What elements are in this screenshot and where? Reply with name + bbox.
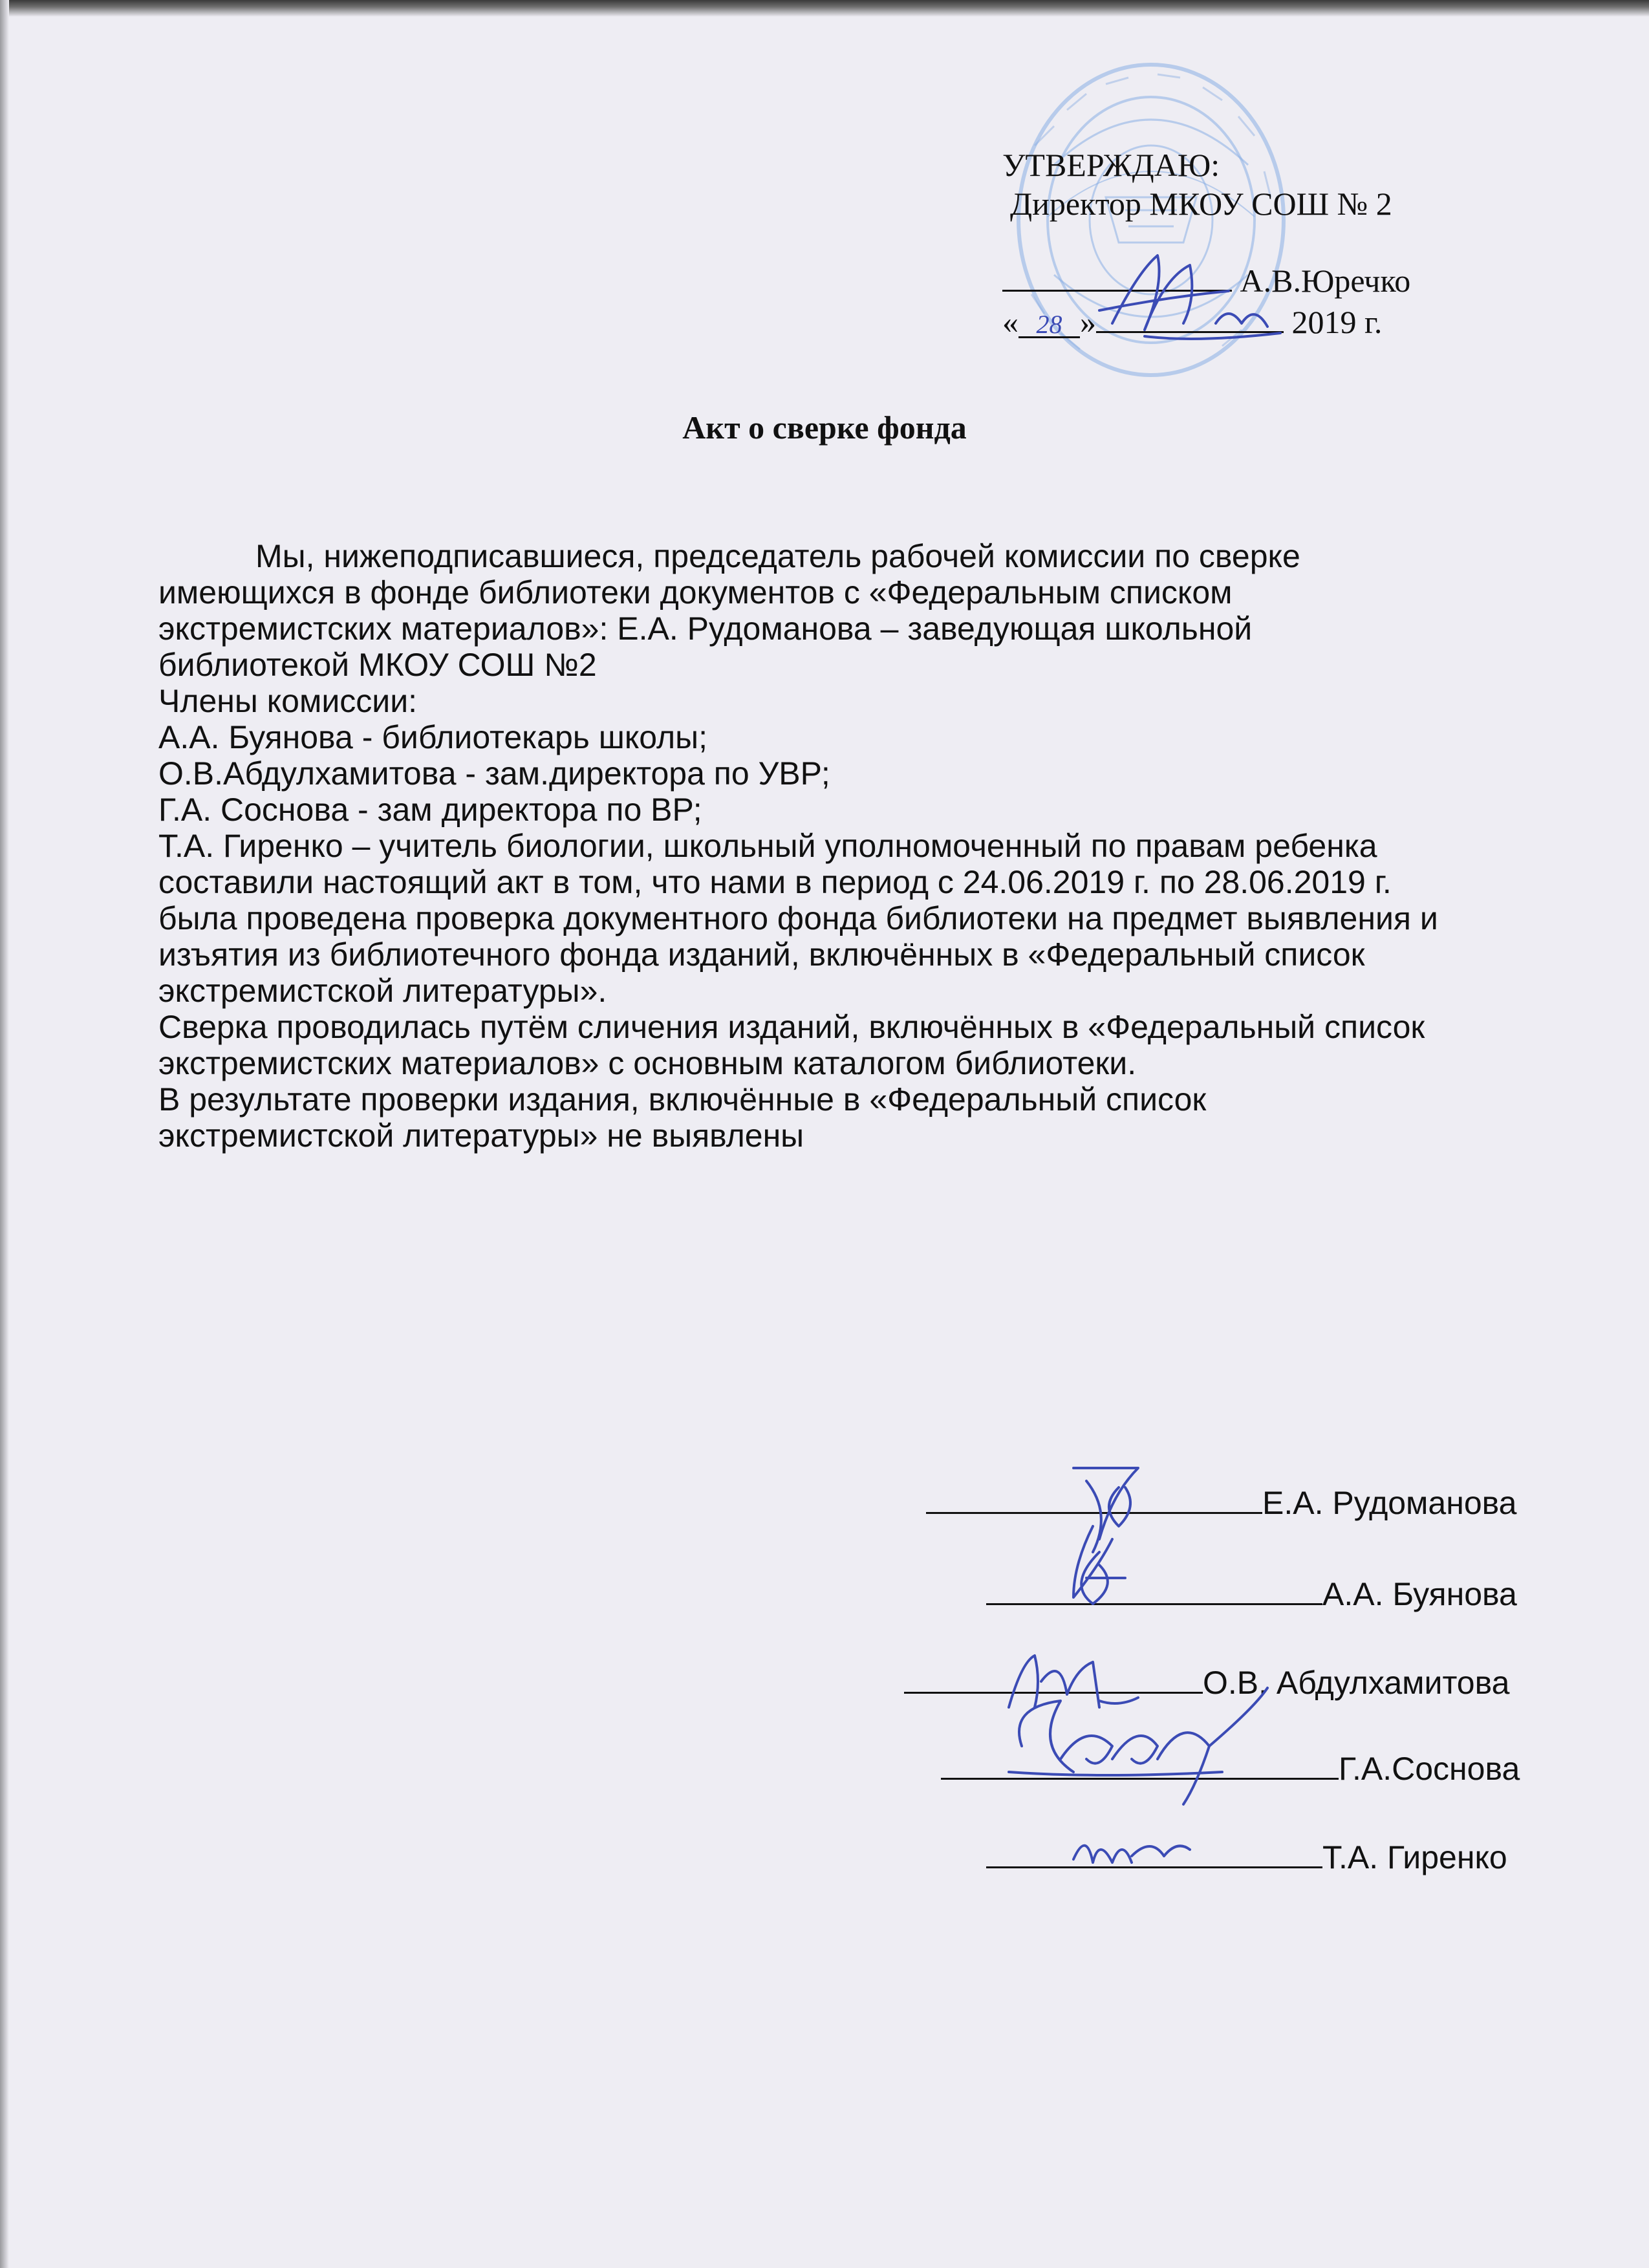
date-day: 28	[1018, 305, 1080, 338]
signature-name: Т.А. Гиренко	[1322, 1839, 1507, 1875]
body-line: библиотекой МКОУ СОШ №2	[158, 647, 597, 683]
body-line: Члены комиссии:	[158, 683, 418, 719]
director-handwritten-signature	[1099, 255, 1280, 339]
director-position: Директор МКОУ СОШ № 2	[1010, 186, 1392, 222]
signature-name: Е.А. Рудоманова	[1262, 1485, 1517, 1521]
body-line: экстремистских материалов»: Е.А. Рудоманова – заведующая школьной	[158, 610, 1253, 647]
body-line: Г.А. Соснова - зам директора по ВР;	[158, 792, 702, 828]
date-close-quote: »	[1080, 304, 1096, 340]
rudomanova-handwritten-signature	[1073, 1468, 1138, 1552]
body-line: О.В.Абдулхамитова - зам.директора по УВР;	[158, 755, 830, 792]
body-line: В результате проверки издания, включённые в «Федеральный список	[158, 1081, 1207, 1118]
signature-name: А.А. Буянова	[1322, 1576, 1517, 1612]
body-line: составили настоящий акт в том, что нами в период с 24.06.2019 г. по 28.06.2019 г.	[158, 864, 1392, 900]
body-line: Т.А. Гиренко – учитель биологии, школьный уполномоченный по правам ребенка	[158, 828, 1377, 864]
sosnova-handwritten-signature	[1009, 1688, 1267, 1804]
body-line: экстремистских материалов» с основным каталогом библиотеки.	[158, 1045, 1137, 1081]
body-line: Мы, нижеподписавшиеся, председатель рабочей комиссии по сверке	[255, 538, 1300, 574]
director-name: А.В.Юречко	[1240, 263, 1411, 299]
signature-name: Г.А.Соснова	[1339, 1751, 1520, 1787]
body-line: Сверка проводилась путём сличения изданий, включённых в «Федеральный список	[158, 1009, 1425, 1045]
body-line: изъятия из библиотечного фонда изданий, включённых в «Федеральный список	[158, 936, 1365, 973]
abdulkhamitova-handwritten-signature	[1009, 1656, 1138, 1707]
body-line: экстремистской литературы».	[158, 973, 607, 1009]
girenko-handwritten-signature	[1073, 1846, 1190, 1863]
body-line: экстремистской литературы» не выявлены	[158, 1118, 804, 1154]
approval-heading: УТВЕРЖДАЮ:	[1002, 147, 1220, 183]
date-open-quote: «	[1002, 304, 1018, 340]
body-line: имеющихся в фонде библиотеки документов с «Федеральным списком	[158, 574, 1233, 610]
body-line: была проведена проверка документного фонда библиотеки на предмет выявления и	[158, 900, 1438, 936]
date-year: 2019 г.	[1291, 304, 1383, 340]
document-title: Акт о сверке фонда	[682, 409, 967, 446]
body-line: А.А. Буянова - библиотекарь школы;	[158, 719, 707, 755]
signature-name: О.В. Абдулхамитова	[1203, 1665, 1510, 1701]
